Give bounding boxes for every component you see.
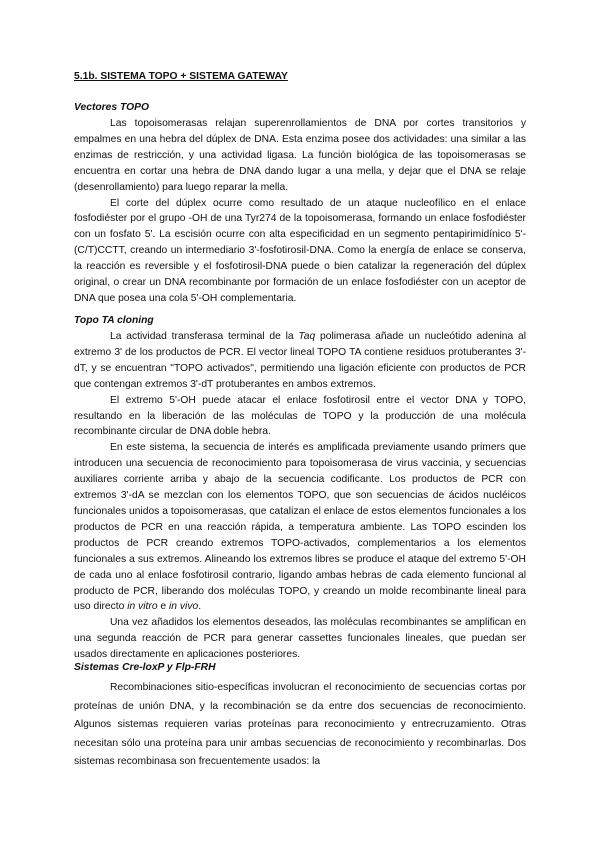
paragraph: Las topoisomerasas relajan superenrollamientos de DNA por cortes transitorios y empalmes en una hebra del dúplex de DNA. Esta enzima posee dos actividades: una similar a las enzimas de restricción, y una actividad ligasa. La función biológica de las topoisomerasas se encuentra en cortar una hebra de DNA dando lugar a una mella, y dejar que el DNA se relaje (desenrollamiento) para luego reparar la mella. (74, 118, 526, 193)
vectores-topo-body (74, 116, 526, 307)
cre-loxp-body (74, 679, 526, 772)
paragraph: Una vez añadidos los elementos deseados, las moléculas recombinantes se amplifican en una segunda reacción de PCR para generar cassettes funcionales lineales, que puedan ser usados directamente en aplicaciones posteriores. (74, 617, 526, 661)
subheading-cre-loxp: Sistemas Cre-loxP y Flp-FRH (74, 662, 216, 673)
subheading-topo-ta-cloning: Topo TA cloning (74, 315, 154, 326)
paragraph: El corte del dúplex ocurre como resultado de un ataque nucleofílico en el enlace fosfodiéster por el grupo -OH de una Tyr274 de la topoisomerasa, formando un enlace fosfodiéster con un fosfato 5'. La escisión ocurre con alta especificidad en un segmento pentapirimidínico 5'-(C/T)CCTT, creando un intermediario 3'-fosfotirosil-DNA. Como la energía de enlace se conserva, la reacción es reversible y el fosfotirosil-DNA puede o bien catalizar la regeneración del dúplex original, o crear un DNA recombinante por formación de un enlace fosfodiéster con un aceptor de DNA que posea una cola 5'-OH complementaria. (74, 197, 526, 304)
topo-ta-body (74, 329, 526, 663)
paragraph: Recombinaciones sitio-específicas involucran el reconocimiento de secuencias cortas por proteínas de unión DNA, y la recombinación se da entre dos secuencias de reconocimiento. Algunos sistemas requieren varias proteínas para reconocimiento y entrecruzamiento. Otras necesitan sólo una proteína para unir ambas secuencias de reconocimiento y recombinarlas. Dos sistemas recombinasa son frecuentemente usados: la (74, 682, 526, 768)
section-title: 5.1b. SISTEMA TOPO + SISTEMA GATEWAY (74, 71, 288, 82)
subheading-vectores-topo: Vectores TOPO (74, 102, 149, 113)
paragraph: La actividad transferasa terminal de la Taq polimerasa añade un nucleótido adenina al extremo 3' de los productos de PCR. El vector lineal TOPO TA contiene residuos protuberantes 3'-dT, y se encuentran "TOPO activados", permitiendo una ligación eficiente con productos de PCR que contengan extremos 3'-dT protuberantes en ambos extremos. (74, 331, 526, 390)
paragraph: El extremo 5'-OH puede atacar el enlace fosfotirosil entre el vector DNA y TOPO, resultando en la liberación de las moléculas de TOPO y la producción de una molécula recombinante circular de DNA doble hebra. (74, 394, 526, 438)
paragraph: En este sistema, la secuencia de interés es amplificada previamente usando primers que introducen una secuencia de reconocimiento para topoisomerasa de virus vaccinia, y secuencias auxiliares corriente arriba y abajo de la secuencia codificante. Los productos de PCR con extremos 3'-dA se mezclan con los elementos TOPO, que son secuencias de ácidos nucléicos funcionales unidos a topoisomerasas, que catalizan el enlace de estos elementos funcionales a los productos de PCR en una reacción rápida, a temperatura ambiente. Las TOPO escinden los productos de PCR creando extremos TOPO-activados, complementarios a los elementos funcionales a sus extremos. Alineando los extremos libres se produce el ataque del extremo 5'-OH de cada uno al enlace fosfotirosil contrario, ligando ambas hebras de cada elemento funcional al producto de PCR, liberando dos moléculas TOPO, y creando un molde recombinante lineal para uso directo in vitro e in vivo. (74, 442, 526, 613)
